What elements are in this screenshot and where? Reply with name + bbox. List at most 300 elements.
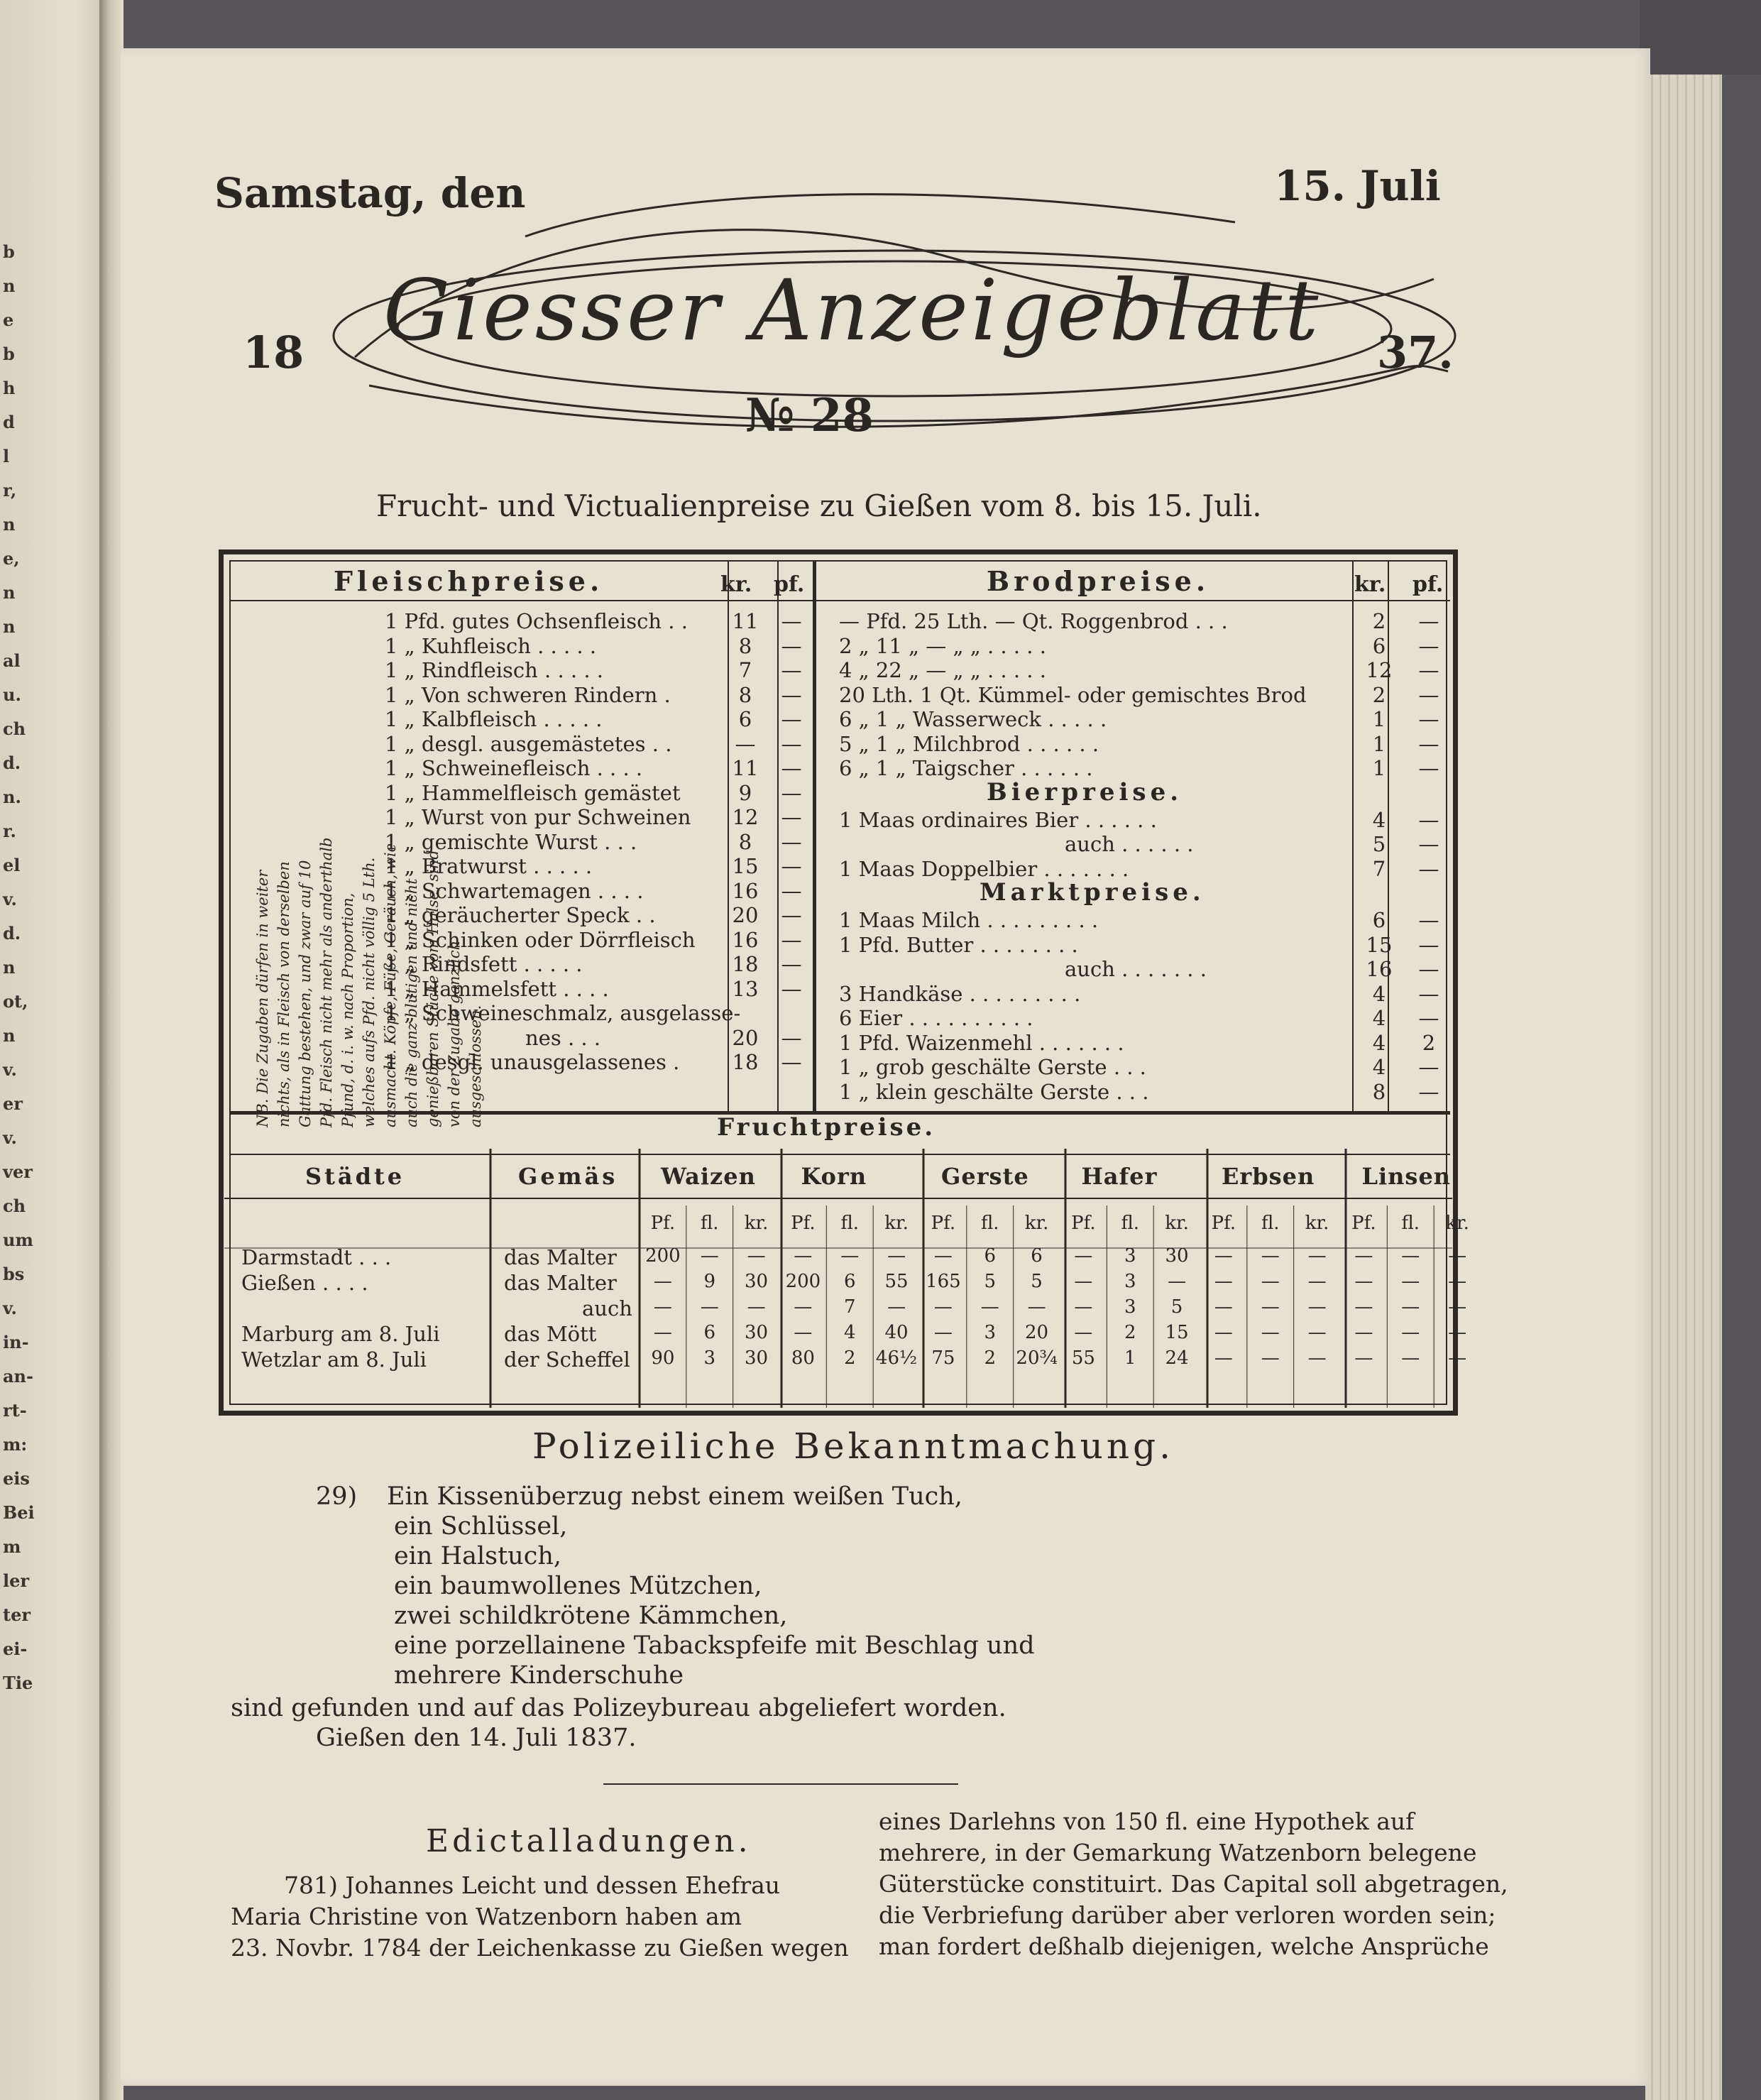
police-number: 29)	[316, 1482, 358, 1511]
fleisch-row-pf: —	[781, 903, 802, 927]
frucht-city: Wetzlar am 8. Juli	[241, 1347, 427, 1372]
frucht-value: —	[1401, 1347, 1420, 1369]
frucht-value: —	[1401, 1322, 1420, 1343]
fleisch-row-pf: —	[781, 707, 802, 731]
fleisch-row-label: 1 „ Hammelfleisch gemästet	[385, 780, 681, 805]
frucht-value: —	[1354, 1245, 1373, 1267]
frucht-value: —	[1354, 1347, 1373, 1369]
frucht-value: 46½	[875, 1347, 918, 1369]
margin-fragment: n	[3, 957, 16, 978]
frucht-value: 2	[984, 1347, 997, 1369]
frucht-value: 6	[984, 1245, 997, 1267]
frucht-subheader: kr.	[1024, 1213, 1049, 1234]
fleisch-row-label: 1 „ Wurst von pur Schweinen	[385, 805, 691, 829]
fleisch-row-pf: —	[781, 829, 802, 854]
fleisch-row-kr: 15	[732, 854, 759, 878]
markt-row-label: 3 Handkäse . . . . . . . . .	[839, 981, 1081, 1006]
markt-row-pf: —	[1418, 1006, 1439, 1030]
brod-row-label: 2 „ 11 „ — „ „ . . . . .	[839, 633, 1046, 658]
frucht-subheader: fl.	[1401, 1213, 1420, 1234]
frucht-subheader: Pf.	[1351, 1213, 1376, 1234]
fleisch-row-kr: 18	[732, 952, 759, 976]
frucht-value: 30	[745, 1271, 769, 1292]
frucht-value: 24	[1165, 1347, 1189, 1369]
frucht-value: —	[1401, 1296, 1420, 1318]
fleisch-row-kr: 11	[732, 756, 759, 780]
fleisch-row-label: 1 „ Kalbfleisch . . . . .	[385, 707, 603, 731]
frucht-grain-header: Gerste	[941, 1163, 1029, 1190]
brod-row-kr: 12	[1366, 658, 1393, 682]
fleisch-row-pf: —	[781, 854, 802, 878]
frucht-value: —	[747, 1245, 766, 1267]
frucht-subheader: fl.	[1121, 1213, 1140, 1234]
margin-fragment: e,	[3, 548, 20, 569]
frucht-value: 1	[1124, 1347, 1136, 1369]
bier-row-label: 1 Maas Doppelbier . . . . . . .	[839, 856, 1129, 881]
fleisch-row-kr: 8	[738, 682, 752, 707]
markt-row-label: auch . . . . . . .	[1065, 957, 1207, 981]
fleisch-row-pf: —	[781, 1025, 802, 1050]
frucht-value: —	[1074, 1322, 1093, 1343]
fleisch-row-kr: 20	[732, 1025, 759, 1050]
police-dateline: Gießen den 14. Juli 1837.	[316, 1724, 637, 1752]
fleisch-row-kr: 13	[732, 976, 759, 1001]
frucht-value: 90	[651, 1347, 675, 1369]
frucht-value: 40	[884, 1322, 909, 1343]
frucht-value: —	[1448, 1245, 1467, 1267]
frucht-value: —	[1261, 1296, 1280, 1318]
fleisch-row-pf: —	[781, 1050, 802, 1074]
frucht-subheader: fl.	[700, 1213, 719, 1234]
margin-fragment: e	[3, 310, 14, 330]
frucht-value: —	[1214, 1296, 1233, 1318]
margin-fragment: r.	[3, 821, 16, 841]
fleisch-row-label: 1 „ Rindfleisch . . . . .	[385, 658, 604, 682]
frucht-value: 20	[1025, 1322, 1049, 1343]
frucht-value: —	[1214, 1322, 1233, 1343]
frucht-subheader: fl.	[840, 1213, 860, 1234]
edict-right-line: die Verbriefung darüber aber verloren worden sein;	[879, 1901, 1496, 1929]
police-item: ein Schlüssel,	[394, 1512, 568, 1541]
margin-fragment: u.	[3, 684, 21, 705]
frucht-value: —	[1448, 1322, 1467, 1343]
frucht-measure: auch	[582, 1296, 632, 1320]
margin-fragment: ch	[3, 1196, 26, 1216]
frucht-col-staedte: Städte	[305, 1163, 405, 1190]
frucht-grain-header: Waizen	[661, 1163, 756, 1190]
frucht-value: —	[1261, 1271, 1280, 1292]
fleisch-row-label: 1 „ Schwartemagen . . . .	[385, 878, 644, 903]
frucht-value: —	[1261, 1245, 1280, 1267]
header-weekday: Samstag, den	[214, 169, 526, 217]
brod-row-kr: 1	[1372, 756, 1386, 780]
frucht-value: —	[1307, 1296, 1327, 1318]
bier-row-pf: —	[1418, 856, 1439, 881]
fleisch-row-pf: —	[781, 658, 802, 682]
year-left: 18	[243, 327, 305, 378]
edict-right-line: Güterstücke constituirt. Das Capital soll abgetragen,	[879, 1870, 1508, 1898]
brod-row-pf: —	[1418, 658, 1439, 682]
brod-row-pf: —	[1418, 633, 1439, 658]
header-date: 15. Juli	[1274, 162, 1441, 210]
frucht-title: Fruchtpreise.	[717, 1113, 936, 1142]
brod-row-label: 20 Lth. 1 Qt. Kümmel- oder gemischtes Brod	[839, 682, 1307, 707]
frucht-value: —	[1354, 1322, 1373, 1343]
brod-row-pf: —	[1418, 731, 1439, 756]
newspaper-page	[121, 48, 1650, 2086]
frucht-value: —	[653, 1296, 672, 1318]
bier-title: Bierpreise.	[987, 777, 1183, 806]
frucht-value: 6	[703, 1322, 716, 1343]
bier-row-pf: —	[1418, 807, 1439, 832]
frucht-value: 5	[1031, 1271, 1043, 1292]
margin-fragment: al	[3, 650, 21, 671]
margin-fragment: b	[3, 344, 15, 364]
edict-title: Edictalladungen.	[426, 1823, 752, 1859]
fleisch-pf-header: pf.	[774, 572, 805, 597]
fleisch-row-label: 1 Pfd. gutes Ochsenfleisch . .	[385, 609, 688, 633]
frucht-subheader: kr.	[744, 1213, 769, 1234]
margin-fragment: um	[3, 1230, 33, 1250]
page-edges	[1645, 75, 1722, 2100]
margin-fragment: m:	[3, 1434, 28, 1455]
frucht-subheader: kr.	[1445, 1213, 1469, 1234]
fleisch-row-pf: —	[781, 756, 802, 780]
frucht-value: —	[1074, 1296, 1093, 1318]
markt-row-label: 1 Maas Milch . . . . . . . . .	[839, 908, 1099, 932]
brod-pf-header: pf.	[1412, 572, 1444, 597]
frucht-city: Darmstadt . . .	[241, 1245, 392, 1269]
margin-fragment: er	[3, 1093, 23, 1114]
fleisch-row-kr: 18	[732, 1050, 759, 1074]
fleisch-row-pf: —	[781, 731, 802, 756]
markt-row-label: 1 Pfd. Butter . . . . . . . .	[839, 932, 1078, 957]
markt-row-pf: 2	[1422, 1030, 1436, 1055]
margin-fragment: d	[3, 412, 15, 432]
book-gutter	[99, 0, 124, 2100]
fleisch-row-pf: —	[781, 976, 802, 1001]
brod-row-kr: 2	[1372, 682, 1386, 707]
frucht-value: 30	[745, 1322, 769, 1343]
frucht-subheader: fl.	[980, 1213, 999, 1234]
frucht-measure: das Malter	[504, 1271, 617, 1295]
margin-fragment: n	[3, 514, 16, 535]
frucht-value: 30	[745, 1347, 769, 1369]
markt-row-kr: 4	[1372, 1030, 1386, 1055]
fleisch-row-kr: 20	[732, 903, 759, 927]
fleisch-row-label: 1 „ Kuhfleisch . . . . .	[385, 633, 597, 658]
fleisch-row-pf: —	[781, 780, 802, 805]
fleisch-row-kr: 8	[738, 829, 752, 854]
fleisch-row-label: nes . . .	[525, 1025, 601, 1050]
frucht-value: —	[1214, 1271, 1233, 1292]
frucht-value: —	[933, 1296, 953, 1318]
frucht-value: —	[1448, 1296, 1467, 1318]
markt-row-pf: —	[1418, 1079, 1439, 1104]
markt-row-label: 1 Pfd. Waizenmehl . . . . . . .	[839, 1030, 1124, 1055]
scan-background	[1640, 0, 1761, 75]
left-page	[0, 0, 106, 2100]
frucht-value: 7	[843, 1296, 856, 1318]
frucht-value: —	[1448, 1271, 1467, 1292]
margin-fragment: an-	[3, 1366, 33, 1387]
brod-row-pf: —	[1418, 756, 1439, 780]
fleisch-row-label: 1 „ Schinken oder Dörrfleisch	[385, 927, 696, 952]
markt-row-pf: —	[1418, 932, 1439, 957]
markt-row-pf: —	[1418, 908, 1439, 932]
brod-title: Brodpreise.	[987, 565, 1210, 597]
frucht-value: 80	[791, 1347, 815, 1369]
fleisch-row-label: 1 „ Schweineschmalz, ausgelasse-	[385, 1001, 741, 1025]
markt-row-label: 1 „ klein geschälte Gerste . . .	[839, 1079, 1149, 1104]
fleisch-row-kr: —	[735, 731, 756, 756]
frucht-value: 55	[1071, 1347, 1095, 1369]
margin-fragment: n	[3, 616, 16, 637]
divider-line	[603, 1783, 958, 1785]
frucht-value: 4	[843, 1322, 856, 1343]
fleisch-row-label: 1 „ Hammelsfett . . . .	[385, 976, 609, 1001]
police-item: ein Halstuch,	[394, 1542, 561, 1570]
frucht-subheader: Pf.	[931, 1213, 956, 1234]
margin-fragment: bs	[3, 1264, 25, 1284]
frucht-value: —	[1027, 1296, 1046, 1318]
frucht-subheader: kr.	[884, 1213, 909, 1234]
brod-row-label: 6 „ 1 „ Wasserweck . . . . .	[839, 707, 1107, 731]
frucht-grain-header: Erbsen	[1222, 1163, 1315, 1190]
margin-fragment: ver	[3, 1161, 33, 1182]
markt-row-pf: —	[1418, 981, 1439, 1006]
frucht-value: —	[1214, 1347, 1233, 1369]
margin-fragment: r,	[3, 480, 17, 501]
brod-row-label: 5 „ 1 „ Milchbrod . . . . . .	[839, 731, 1099, 756]
frucht-value: —	[700, 1245, 719, 1267]
frucht-value: —	[1261, 1322, 1280, 1343]
frucht-value: —	[700, 1296, 719, 1318]
frucht-value: —	[1401, 1271, 1420, 1292]
markt-row-kr: 15	[1366, 932, 1393, 957]
frucht-value: 2	[843, 1347, 856, 1369]
edict-left-line: 23. Novbr. 1784 der Leichenkasse zu Gießen wegen	[231, 1934, 849, 1962]
frucht-value: 3	[1124, 1245, 1136, 1267]
brod-row-kr: 6	[1372, 633, 1386, 658]
edict-left-line: 781) Johannes Leicht und dessen Ehefrau	[284, 1871, 781, 1899]
margin-fragment: el	[3, 855, 21, 875]
frucht-grain-header: Korn	[801, 1163, 867, 1190]
edict-right-line: eines Darlehns von 150 fl. eine Hypothek auf	[879, 1808, 1415, 1835]
markt-title: Marktpreise.	[980, 878, 1205, 907]
edict-left-line: Maria Christine von Watzenborn haben am	[231, 1903, 742, 1930]
markt-row-kr: 6	[1372, 908, 1386, 932]
frucht-value: —	[840, 1245, 860, 1267]
police-item: ein baumwollenes Mützchen,	[394, 1572, 762, 1600]
fleisch-row-kr: 7	[738, 658, 752, 682]
fleisch-row-pf: —	[781, 633, 802, 658]
frucht-value: —	[1354, 1271, 1373, 1292]
fleisch-row-kr: 9	[738, 780, 752, 805]
brod-row-label: — Pfd. 25 Lth. — Qt. Roggenbrod . . .	[839, 609, 1228, 633]
frucht-subheader: Pf.	[650, 1213, 676, 1234]
fleisch-row-kr: 16	[732, 878, 759, 903]
frucht-value: 20¾	[1016, 1347, 1058, 1369]
frucht-value: —	[1074, 1245, 1093, 1267]
frucht-measure: das Malter	[504, 1245, 617, 1269]
margin-fragment: v.	[3, 1059, 17, 1080]
frucht-value: —	[1354, 1296, 1373, 1318]
brod-row-pf: —	[1418, 707, 1439, 731]
fleisch-row-kr: 11	[732, 609, 759, 633]
margin-fragment: v.	[3, 1298, 17, 1318]
frucht-value: 200	[645, 1245, 681, 1267]
fleisch-row-pf: —	[781, 952, 802, 976]
bier-row-kr: 4	[1372, 807, 1386, 832]
brod-row-kr: 2	[1372, 609, 1386, 633]
frucht-value: 30	[1165, 1245, 1189, 1267]
frucht-grain-header: Hafer	[1081, 1163, 1158, 1190]
margin-fragment: Tie	[3, 1673, 33, 1693]
frucht-value: —	[1261, 1347, 1280, 1369]
frucht-value: 2	[1124, 1322, 1136, 1343]
police-item: Ein Kissenüberzug nebst einem weißen Tuch,	[387, 1482, 962, 1511]
fleisch-row-label: 1 „ desgl. unausgelassenes .	[385, 1050, 680, 1074]
frucht-subheader: kr.	[1165, 1213, 1189, 1234]
brod-kr-header: kr.	[1354, 572, 1386, 597]
markt-row-pf: —	[1418, 957, 1439, 981]
frucht-measure: der Scheffel	[504, 1347, 630, 1372]
markt-row-kr: 8	[1372, 1079, 1386, 1104]
police-item: mehrere Kinderschuhe	[394, 1661, 684, 1690]
fleisch-title: Fleischpreise.	[334, 565, 604, 597]
frucht-value: 9	[703, 1271, 716, 1292]
margin-fragment: ch	[3, 718, 26, 739]
markt-row-kr: 4	[1372, 1055, 1386, 1079]
frucht-value: 6	[843, 1271, 856, 1292]
frucht-value: —	[794, 1296, 813, 1318]
frucht-value: 200	[785, 1271, 821, 1292]
frucht-value: —	[1074, 1271, 1093, 1292]
bier-row-kr: 7	[1372, 856, 1386, 881]
margin-fragment: m	[3, 1536, 21, 1557]
frucht-value: —	[1168, 1271, 1187, 1292]
markt-row-kr: 16	[1366, 957, 1393, 981]
frucht-value: 5	[984, 1271, 997, 1292]
fleisch-row-pf: —	[781, 609, 802, 633]
frucht-subheader: fl.	[1261, 1213, 1280, 1234]
margin-fragment: ei-	[3, 1639, 28, 1659]
frucht-city: Marburg am 8. Juli	[241, 1322, 440, 1346]
brod-row-pf: —	[1418, 609, 1439, 633]
frucht-value: —	[1401, 1245, 1420, 1267]
margin-fragment: in-	[3, 1332, 29, 1352]
markt-row-kr: 4	[1372, 1006, 1386, 1030]
frucht-value: 55	[884, 1271, 909, 1292]
margin-fragment: v.	[3, 889, 17, 909]
fleisch-row-label: 1 „ Von schweren Rindern .	[385, 682, 671, 707]
fleisch-row-pf: —	[781, 682, 802, 707]
frucht-value: 3	[1124, 1271, 1136, 1292]
fleisch-row-label: 1 „ Rindsfett . . . . .	[385, 952, 583, 976]
margin-fragment: v.	[3, 1127, 17, 1148]
frucht-city: Gießen . . . .	[241, 1271, 368, 1295]
frucht-value: —	[794, 1245, 813, 1267]
masthead-title: Giesser Anzeigeblatt	[383, 261, 1322, 359]
bier-row-kr: 5	[1372, 832, 1386, 856]
frucht-subheader: Pf.	[791, 1213, 816, 1234]
frucht-value: 3	[703, 1347, 716, 1369]
frucht-value: —	[1307, 1271, 1327, 1292]
fleisch-row-label: 1 „ Schweinefleisch . . . .	[385, 756, 643, 780]
fleisch-row-kr: 6	[738, 707, 752, 731]
frucht-value: 3	[1124, 1296, 1136, 1318]
brod-row-label: 6 „ 1 „ Taigscher . . . . . .	[839, 756, 1093, 780]
frucht-subheader: kr.	[1305, 1213, 1329, 1234]
fleisch-row-label: 1 „ Bratwurst . . . . .	[385, 854, 593, 878]
frucht-value: —	[887, 1245, 906, 1267]
police-title: Polizeiliche Bekanntmachung.	[532, 1426, 1174, 1467]
margin-fragment: ler	[3, 1570, 30, 1591]
margin-fragment: l	[3, 446, 10, 466]
frucht-value: —	[653, 1271, 672, 1292]
frucht-value: —	[747, 1296, 766, 1318]
fleisch-nb-note: NB. Die Zugaben dürfen in weiter nichts, als in Fleisch von derselben Gattung bestehen, und zwar auf 10 Pfd. Fleisch nicht mehr als anderthalb Pfund, d. i. w. nach Proportion, welches aufs Pfd. nicht völlig 5 Lth. ausmacht. Köpfe, Füße, Geräuch, wie auch die ganz blutigen und nicht genießbaren Stücke vom Halse, sind von der Zugabe gänzlich ausgeschlossen.	[254, 837, 484, 1127]
brod-row-label: 4 „ 22 „ — „ „ . . . . .	[839, 658, 1046, 682]
frucht-subheader: Pf.	[1211, 1213, 1236, 1234]
frucht-measure: das Mött	[504, 1322, 597, 1346]
fleisch-row-pf: —	[781, 805, 802, 829]
bier-row-pf: —	[1418, 832, 1439, 856]
edict-right-line: mehrere, in der Gemarkung Watzenborn belegene	[879, 1839, 1477, 1866]
margin-fragment: Bei	[3, 1502, 35, 1523]
fleisch-row-pf: —	[781, 878, 802, 903]
fleisch-row-label: 1 „ desgl. ausgemästetes . .	[385, 731, 672, 756]
fleisch-kr-header: kr.	[720, 572, 752, 597]
margin-fragment: d.	[3, 753, 21, 773]
margin-fragment: ter	[3, 1604, 31, 1625]
frucht-value: 75	[931, 1347, 955, 1369]
margin-fragment: n	[3, 1025, 16, 1046]
margin-fragment: d.	[3, 923, 21, 944]
issue-number: № 28	[745, 389, 874, 442]
fleisch-row-label: 1 „ gemischte Wurst . . .	[385, 829, 637, 854]
markt-row-pf: —	[1418, 1055, 1439, 1079]
frucht-value: —	[887, 1296, 906, 1318]
fleisch-row-kr: 12	[732, 805, 759, 829]
prices-subtitle: Frucht- und Victualienpreise zu Gießen vom 8. bis 15. Juli.	[376, 488, 1262, 523]
fleisch-row-pf: —	[781, 927, 802, 952]
frucht-value: —	[1307, 1245, 1327, 1267]
margin-fragment: rt-	[3, 1400, 27, 1421]
frucht-value: —	[1214, 1245, 1233, 1267]
markt-row-label: 6 Eier . . . . . . . . . .	[839, 1006, 1033, 1030]
frucht-value: 165	[926, 1271, 961, 1292]
edict-right-line: man fordert deßhalb diejenigen, welche Ansprüche	[879, 1932, 1489, 1960]
frucht-grain-header: Linsen	[1361, 1163, 1452, 1190]
frucht-value: —	[933, 1245, 953, 1267]
margin-fragment: n	[3, 275, 16, 296]
frucht-value: 6	[1031, 1245, 1043, 1267]
margin-fragment: ot,	[3, 991, 28, 1012]
fleisch-row-label: 1 „ geräucherter Speck . .	[385, 903, 656, 927]
year-right: 37.	[1377, 327, 1454, 378]
frucht-value: 5	[1170, 1296, 1183, 1318]
markt-row-kr: 4	[1372, 981, 1386, 1006]
markt-row-label: 1 „ grob geschälte Gerste . . .	[839, 1055, 1146, 1079]
frucht-col-gemaess: Gemäs	[518, 1163, 618, 1190]
frucht-value: —	[1448, 1347, 1467, 1369]
frucht-value: —	[653, 1322, 672, 1343]
frucht-value: 3	[984, 1322, 997, 1343]
fleisch-row-kr: 16	[732, 927, 759, 952]
brod-row-pf: —	[1418, 682, 1439, 707]
